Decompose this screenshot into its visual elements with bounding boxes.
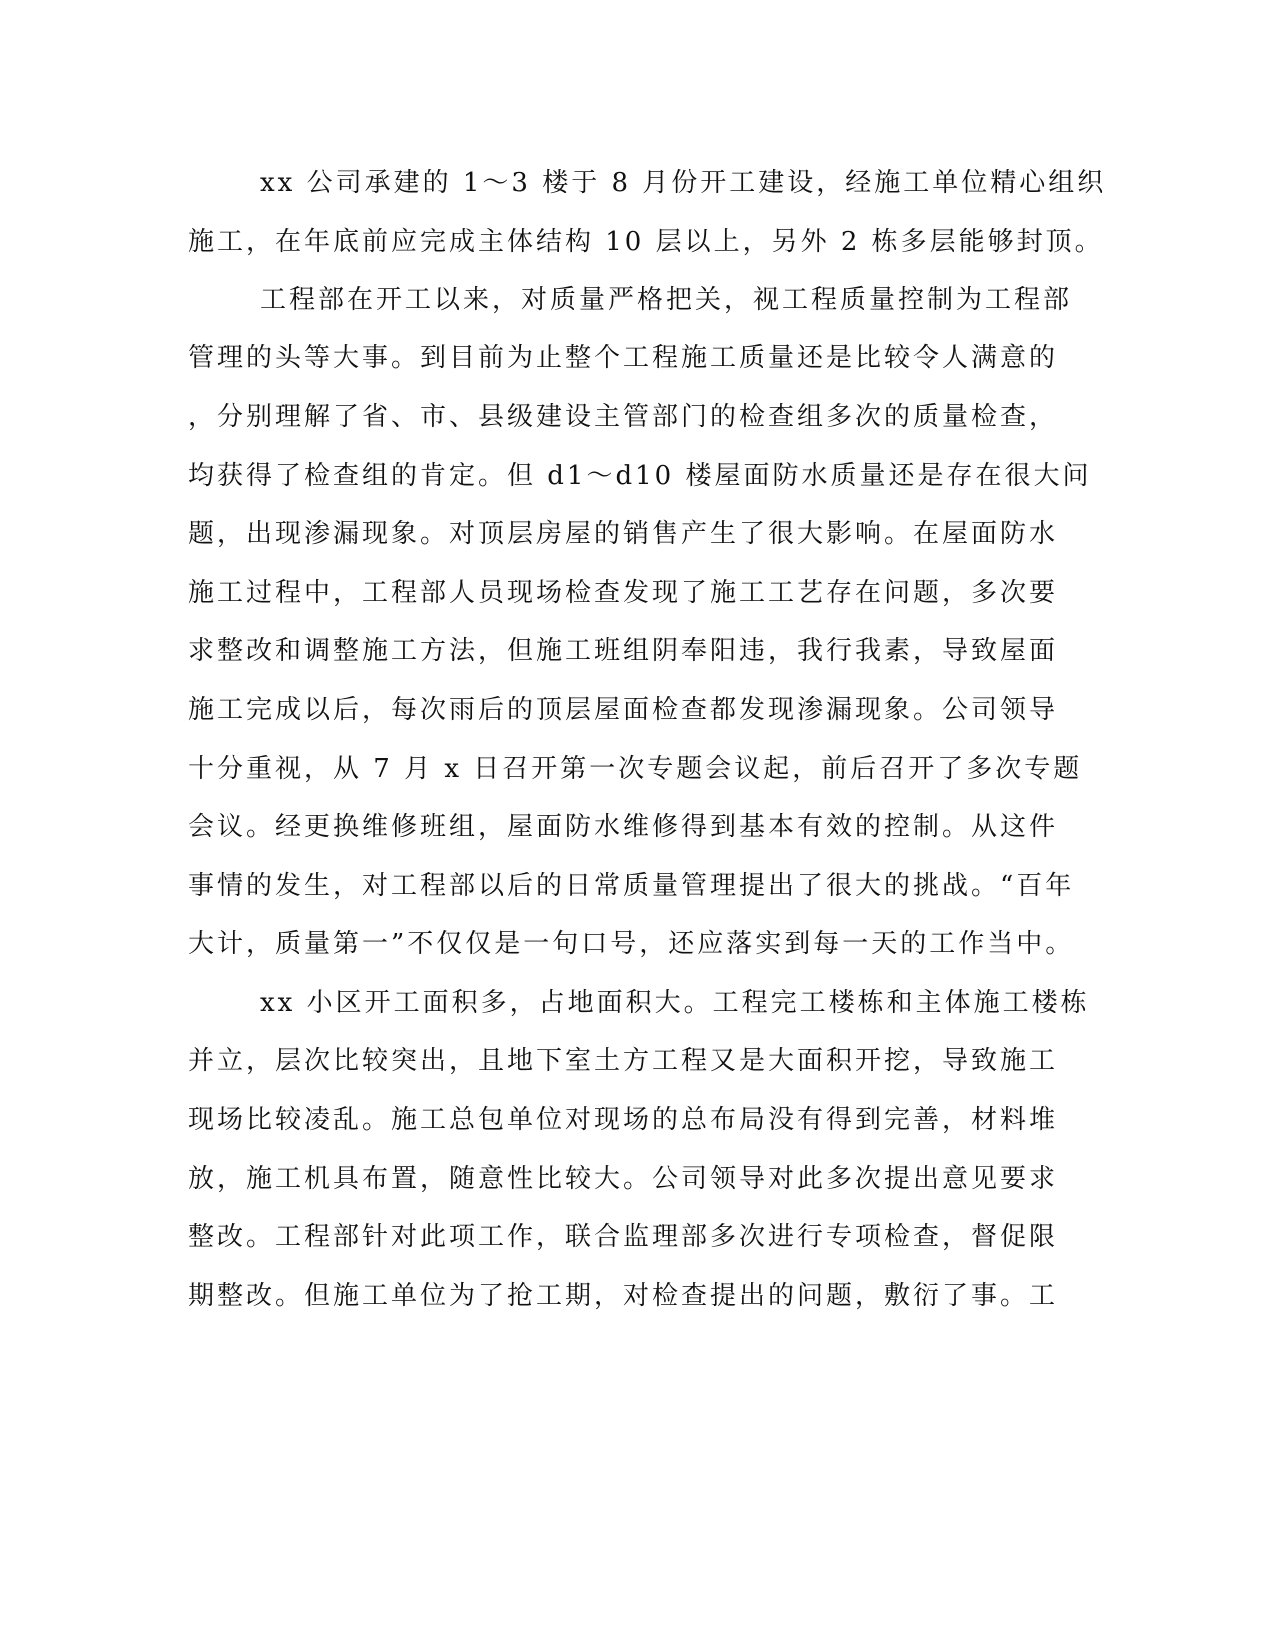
paragraph-2-line-7: 求整改和调整施工方法，但施工班组阴奉阳违，我行我素，导致屋面 (188, 636, 1059, 666)
paragraph-2-line-8: 施工完成以后，每次雨后的顶层屋面检查都发现渗漏现象。公司领导 (188, 695, 1059, 725)
paragraph-1-line-1: xx 公司承建的 1～3 楼于 8 月份开工建设，经施工单位精心组织 (260, 168, 1107, 198)
paragraph-2-line-3: ，分别理解了省、市、县级建设主管部门的检查组多次的质量检查， (188, 402, 1059, 432)
paragraph-3-line-3: 现场比较凌乱。施工总包单位对现场的总布局没有得到完善，材料堆 (188, 1105, 1059, 1135)
paragraph-3-line-4: 放，施工机具布置，随意性比较大。公司领导对此多次提出意见要求 (188, 1164, 1059, 1194)
paragraph-2-line-11: 事情的发生，对工程部以后的日常质量管理提出了很大的挑战。“百年 (188, 871, 1075, 901)
paragraph-3-line-2: 并立，层次比较突出，且地下室土方工程又是大面积开挖，导致施工 (188, 1046, 1059, 1076)
paragraph-2-line-6: 施工过程中，工程部人员现场检查发现了施工工艺存在问题，多次要 (188, 578, 1059, 608)
paragraph-2-line-10: 会议。经更换维修班组，屋面防水维修得到基本有效的控制。从这件 (188, 812, 1059, 842)
paragraph-2-line-5: 题，出现渗漏现象。对顶层房屋的销售产生了很大影响。在屋面防水 (188, 519, 1059, 549)
paragraph-2-line-2: 管理的头等大事。到目前为止整个工程施工质量还是比较令人满意的 (188, 343, 1059, 373)
paragraph-3-line-6: 期整改。但施工单位为了抢工期，对检查提出的问题，敷衍了事。工 (188, 1281, 1059, 1311)
paragraph-2-line-4: 均获得了检查组的肯定。但 d1～d10 楼屋面防水质量还是存在很大问 (188, 461, 1092, 491)
paragraph-1-line-2: 施工，在年底前应完成主体结构 10 层以上，另外 2 栋多层能够封顶。 (188, 227, 1104, 257)
paragraph-2-line-1: 工程部在开工以来，对质量严格把关，视工程质量控制为工程部 (260, 285, 1073, 315)
paragraph-3-line-5: 整改。工程部针对此项工作，联合监理部多次进行专项检查，督促限 (188, 1222, 1059, 1252)
paragraph-2-line-12: 大计，质量第一”不仅仅是一句口号，还应落实到每一天的工作当中。 (188, 929, 1075, 959)
paragraph-3-line-1: xx 小区开工面积多，占地面积大。工程完工楼栋和主体施工楼栋 (260, 988, 1090, 1018)
paragraph-2-line-9: 十分重视，从 7 月 x 日召开第一次专题会议起，前后召开了多次专题 (188, 754, 1083, 784)
